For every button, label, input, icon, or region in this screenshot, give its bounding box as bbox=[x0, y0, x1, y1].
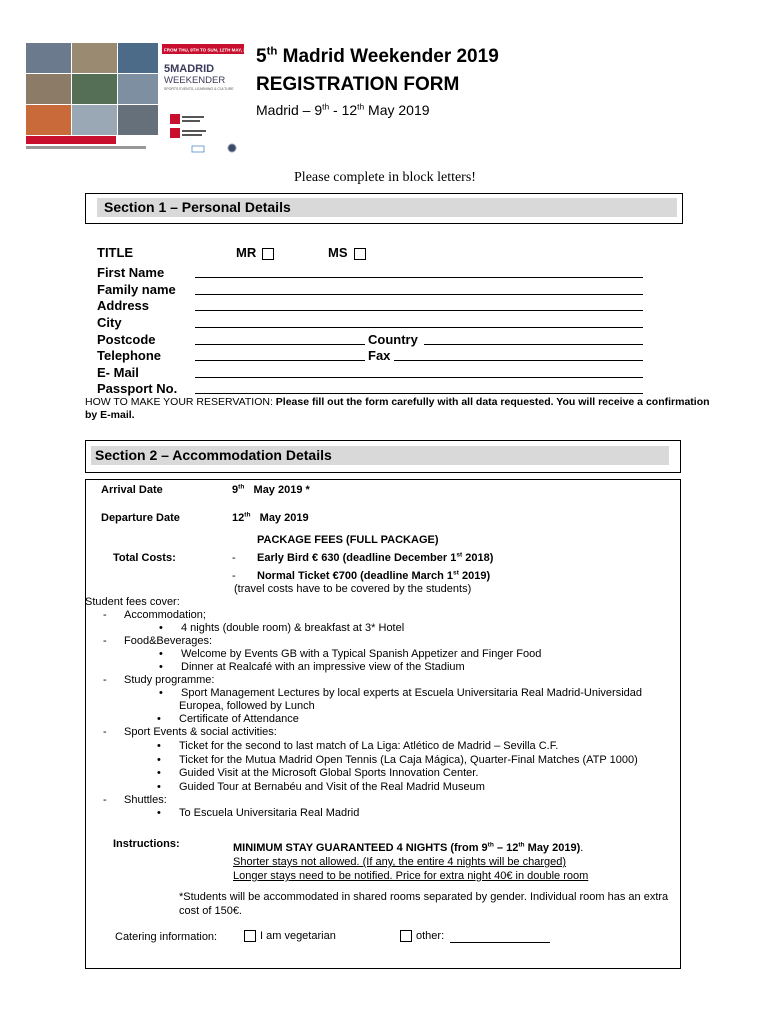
email-label: E- Mail bbox=[97, 365, 139, 380]
students-room-note: *Students will be accommodated in shared rooms separated by gender. Individual room has an extra cost of 150€. bbox=[179, 891, 669, 917]
cover-sport-item: • Ticket for the second to last match of La Liga: Atlético de Madrid – Sevilla C.F. bbox=[179, 740, 558, 752]
email-field[interactable] bbox=[195, 377, 643, 378]
fax-label: Fax bbox=[368, 348, 391, 363]
first-name-label: First Name bbox=[97, 265, 165, 280]
dash: - bbox=[103, 635, 107, 647]
normal-ticket-dash: - bbox=[232, 570, 236, 582]
travel-costs-note: (travel costs have to be covered by the students) bbox=[234, 583, 472, 595]
arrival-date-value: 9th May 2019 * bbox=[232, 483, 310, 496]
family-name-field[interactable] bbox=[195, 294, 643, 295]
other-option[interactable]: other: bbox=[400, 930, 444, 942]
cover-food-item: • Dinner at Realcafé with an impressive view of the Stadium bbox=[181, 661, 465, 673]
minimum-stay: MINIMUM STAY GUARANTEED 4 NIGHTS (from 9th – 12th May 2019). bbox=[233, 841, 584, 854]
departure-date-label: Departure Date bbox=[101, 512, 180, 524]
cover-sport-item: • Guided Visit at the Microsoft Global Sports Innovation Center. bbox=[179, 767, 478, 779]
brochure-logo-tagline: SPORTS EVENTS, LEARNING & CULTURE bbox=[164, 87, 234, 91]
early-bird-price: Early Bird € 630 (deadline December 1st 2018) bbox=[257, 551, 494, 564]
cover-food: Food&Beverages: bbox=[124, 635, 213, 647]
other-catering-field[interactable] bbox=[450, 942, 550, 943]
telephone-label: Telephone bbox=[97, 348, 162, 363]
section1-title: Section 1 – Personal Details bbox=[104, 199, 291, 215]
instructions-label: Instructions: bbox=[113, 838, 180, 850]
fees-cover-heading: Student fees cover: bbox=[85, 596, 180, 608]
brochure-graphic bbox=[24, 42, 246, 160]
cover-acc-item: • 4 nights (double room) & breakfast at 3* Hotel bbox=[181, 622, 404, 634]
early-bird-dash: - bbox=[232, 552, 236, 564]
title-label: TITLE bbox=[97, 245, 134, 260]
package-fees-heading: PACKAGE FEES (FULL PACKAGE) bbox=[257, 534, 439, 546]
title-mr-option[interactable]: MR bbox=[236, 245, 274, 260]
cover-sport-item: • Ticket for the Mutua Madrid Open Tennis (La Caja Mágica), Quarter-Final Matches (ATP 1000) bbox=[179, 754, 638, 766]
form-subtitle-registration: REGISTRATION FORM bbox=[256, 74, 460, 95]
brochure-logo-top: 5MADRID bbox=[164, 63, 215, 75]
postcode-label: Postcode bbox=[97, 332, 156, 347]
country-field[interactable] bbox=[424, 344, 643, 345]
longer-stays-note: Longer stays need to be notified. Price for extra night 40€ in double room bbox=[233, 870, 589, 882]
passport-label: Passport No. bbox=[97, 381, 178, 396]
form-title: 5th Madrid Weekender 2019 bbox=[256, 45, 499, 67]
first-name-field[interactable] bbox=[195, 277, 643, 278]
postcode-field[interactable] bbox=[195, 344, 365, 345]
vegetarian-option[interactable]: I am vegetarian bbox=[244, 930, 336, 942]
city-label: City bbox=[97, 315, 122, 330]
block-letters-note: Please complete in block letters! bbox=[294, 170, 476, 185]
family-name-label: Family name bbox=[97, 282, 176, 297]
event-dates: Madrid – 9th - 12th May 2019 bbox=[256, 101, 430, 118]
cover-shuttles: Shuttles: bbox=[124, 794, 167, 806]
cover-shuttle-item: • To Escuela Universitaria Real Madrid bbox=[179, 807, 359, 819]
cover-study-item: • Sport Management Lectures by local experts at Escuela Universitaria Real Madrid-Universidad bbox=[181, 687, 642, 699]
cover-study-item-cont: Europea, followed by Lunch bbox=[179, 700, 315, 712]
total-costs-label: Total Costs: bbox=[113, 552, 176, 564]
cover-accommodation: Accommodation; bbox=[124, 609, 206, 621]
fax-field[interactable] bbox=[394, 360, 643, 361]
dash: - bbox=[103, 609, 107, 621]
dash: - bbox=[103, 726, 107, 738]
ms-checkbox[interactable] bbox=[354, 248, 366, 260]
country-label: Country bbox=[368, 332, 418, 347]
shorter-stays-note: Shorter stays not allowed. (If any, the entire 4 nights will be charged) bbox=[233, 856, 567, 868]
brochure-logo-bottom: WEEKENDER bbox=[164, 75, 226, 86]
passport-field[interactable] bbox=[195, 393, 643, 394]
address-field[interactable] bbox=[195, 310, 643, 311]
address-label: Address bbox=[97, 298, 150, 313]
cover-food-item: • Welcome by Events GB with a Typical Spanish Appetizer and Finger Food bbox=[181, 648, 541, 660]
section2-title: Section 2 – Accommodation Details bbox=[95, 447, 332, 463]
catering-label: Catering information: bbox=[115, 931, 218, 943]
brochure-banner: FROM THU, 9TH TO SUN, 12TH MAY, 2019 bbox=[164, 47, 246, 53]
cover-sport: Sport Events & social activities: bbox=[124, 726, 277, 738]
arrival-date-label: Arrival Date bbox=[101, 484, 163, 496]
cover-sport-item: • Guided Tour at Bernabéu and Visit of the Real Madrid Museum bbox=[179, 781, 485, 793]
event-brochure-image bbox=[24, 42, 246, 160]
telephone-field[interactable] bbox=[195, 360, 365, 361]
cover-study: Study programme: bbox=[124, 674, 215, 686]
reservation-instructions: HOW TO MAKE YOUR RESERVATION: Please fill out the form carefully with all data requested. You will receive a confirmation by E-mail. bbox=[85, 396, 710, 421]
normal-ticket-price: Normal Ticket €700 (deadline March 1st 2019) bbox=[257, 569, 491, 582]
dash: - bbox=[103, 794, 107, 806]
mr-checkbox[interactable] bbox=[262, 248, 274, 260]
dash: - bbox=[103, 674, 107, 686]
departure-date-value: 12th May 2019 bbox=[232, 511, 309, 524]
title-ms-option[interactable]: MS bbox=[328, 245, 366, 260]
city-field[interactable] bbox=[195, 327, 643, 328]
other-checkbox[interactable] bbox=[400, 930, 412, 942]
cover-study-item: • Certificate of Attendance bbox=[179, 713, 299, 725]
vegetarian-checkbox[interactable] bbox=[244, 930, 256, 942]
